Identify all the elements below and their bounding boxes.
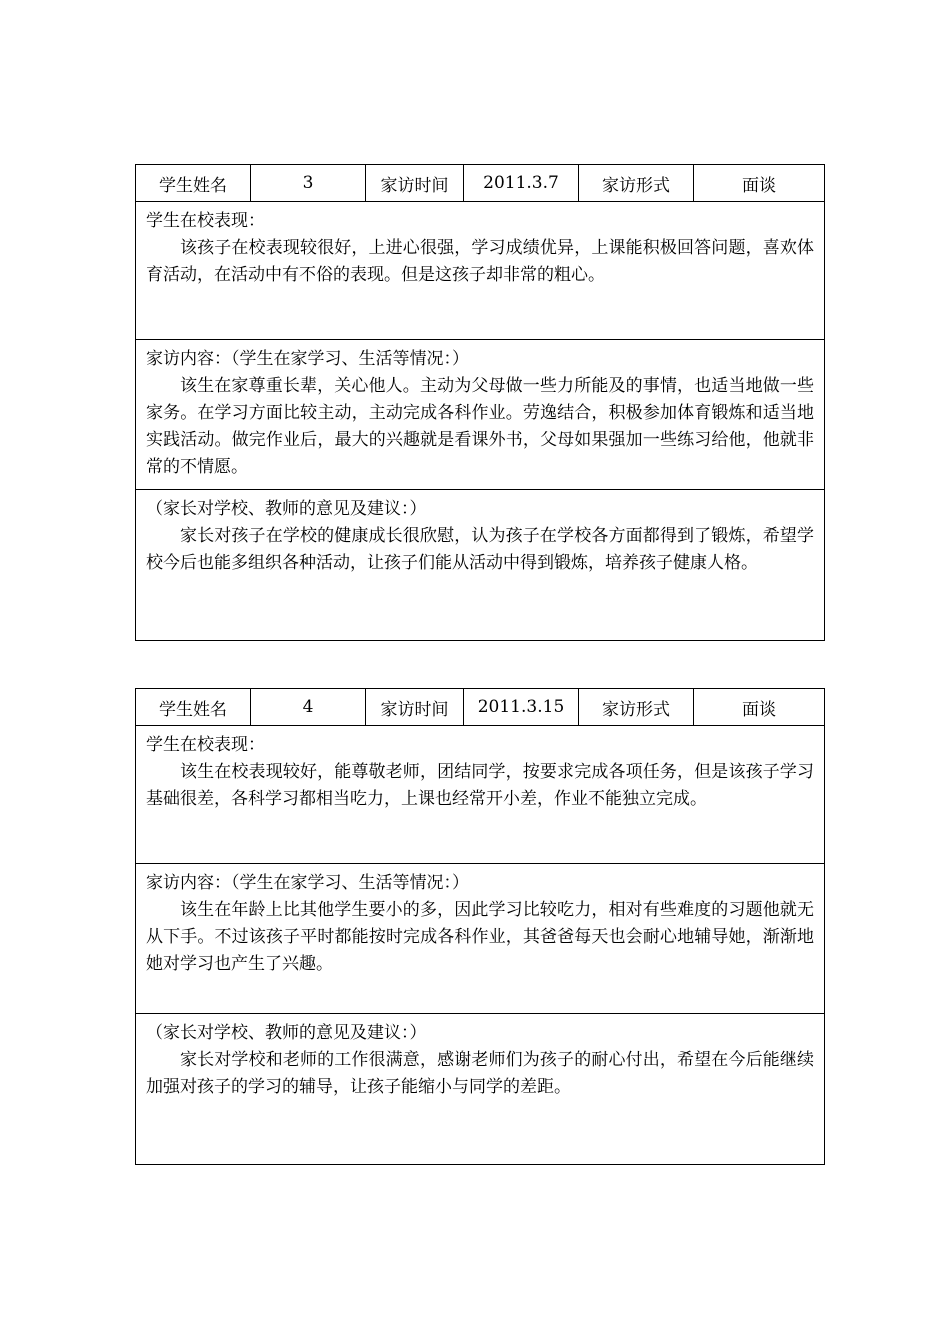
home-visit-record-table: [135, 688, 825, 1165]
visit-content-title: 家访内容：（学生在家学习、生活等情况：）: [146, 349, 469, 369]
student-name-value: 3: [251, 165, 366, 202]
school-performance-title: 学生在校表现：: [146, 211, 265, 231]
parent-opinion-row: [136, 1014, 825, 1165]
visit-content-text: 该生在家尊重长辈，关心他人。主动为父母做一些力所能及的事情，也适当地做一些家务。在学习方面比较主动，主动完成各科作业。劳逸结合，积极参加体育锻炼和适当地实践活动。做完作业后，最大的兴趣就是看课外书，父母如果强加一些练习给他，他就非常的不情愿。: [146, 376, 814, 477]
parent-opinion-title: （家长对学校、教师的意见及建议：）: [146, 1023, 427, 1043]
visit-content-cell: [136, 864, 825, 1014]
visit-time-label: 家访时间: [366, 165, 464, 202]
school-performance-cell: [136, 202, 825, 340]
student-name-label: 学生姓名: [136, 165, 251, 202]
home-visit-record-table: [135, 164, 825, 641]
visit-time-value: 2011.3.15: [464, 689, 579, 726]
visit-content-cell: [136, 340, 825, 490]
student-name-value: 4: [251, 689, 366, 726]
parent-opinion-text: 家长对学校和老师的工作很满意，感谢老师们为孩子的耐心付出，希望在今后能继续加强对孩子的学习的辅导，让孩子能缩小与同学的差距。: [146, 1050, 814, 1097]
parent-opinion-text: 家长对孩子在学校的健康成长很欣慰，认为孩子在学校各方面都得到了锻炼，希望学校今后也能多组织各种活动，让孩子们能从活动中得到锻炼，培养孩子健康人格。: [146, 526, 814, 573]
visit-time-value: 2011.3.7: [464, 165, 579, 202]
visit-time-label: 家访时间: [366, 689, 464, 726]
visit-content-row: [136, 864, 825, 1014]
parent-opinion-title: （家长对学校、教师的意见及建议：）: [146, 499, 427, 519]
student-name-label: 学生姓名: [136, 689, 251, 726]
parent-opinion-cell: [136, 490, 825, 641]
school-performance-cell: [136, 726, 825, 864]
parent-opinion-cell: [136, 1014, 825, 1165]
visit-form-value: 面谈: [694, 165, 825, 202]
visit-form-label: 家访形式: [579, 689, 694, 726]
visit-content-title: 家访内容：（学生在家学习、生活等情况：）: [146, 873, 469, 893]
visit-content-text: 该生在年龄上比其他学生要小的多，因此学习比较吃力，相对有些难度的习题他就无从下手。不过该孩子平时都能按时完成各科作业，其爸爸每天也会耐心地辅导她，渐渐地她对学习也产生了兴趣。: [146, 900, 814, 974]
school-performance-title: 学生在校表现：: [146, 735, 265, 755]
school-performance-text: 该生在校表现较好，能尊敬老师，团结同学，按要求完成各项任务，但是该孩子学习基础很差，各科学习都相当吃力，上课也经常开小差，作业不能独立完成。: [146, 762, 814, 809]
record-header-row: [136, 165, 825, 202]
school-performance-row: [136, 202, 825, 340]
record-header-row: [136, 689, 825, 726]
school-performance-text: 该孩子在校表现较很好，上进心很强，学习成绩优异，上课能积极回答问题，喜欢体育活动，在活动中有不俗的表现。但是这孩子却非常的粗心。: [146, 238, 814, 285]
parent-opinion-row: [136, 490, 825, 641]
visit-content-row: [136, 340, 825, 490]
visit-form-label: 家访形式: [579, 165, 694, 202]
visit-form-value: 面谈: [694, 689, 825, 726]
school-performance-row: [136, 726, 825, 864]
